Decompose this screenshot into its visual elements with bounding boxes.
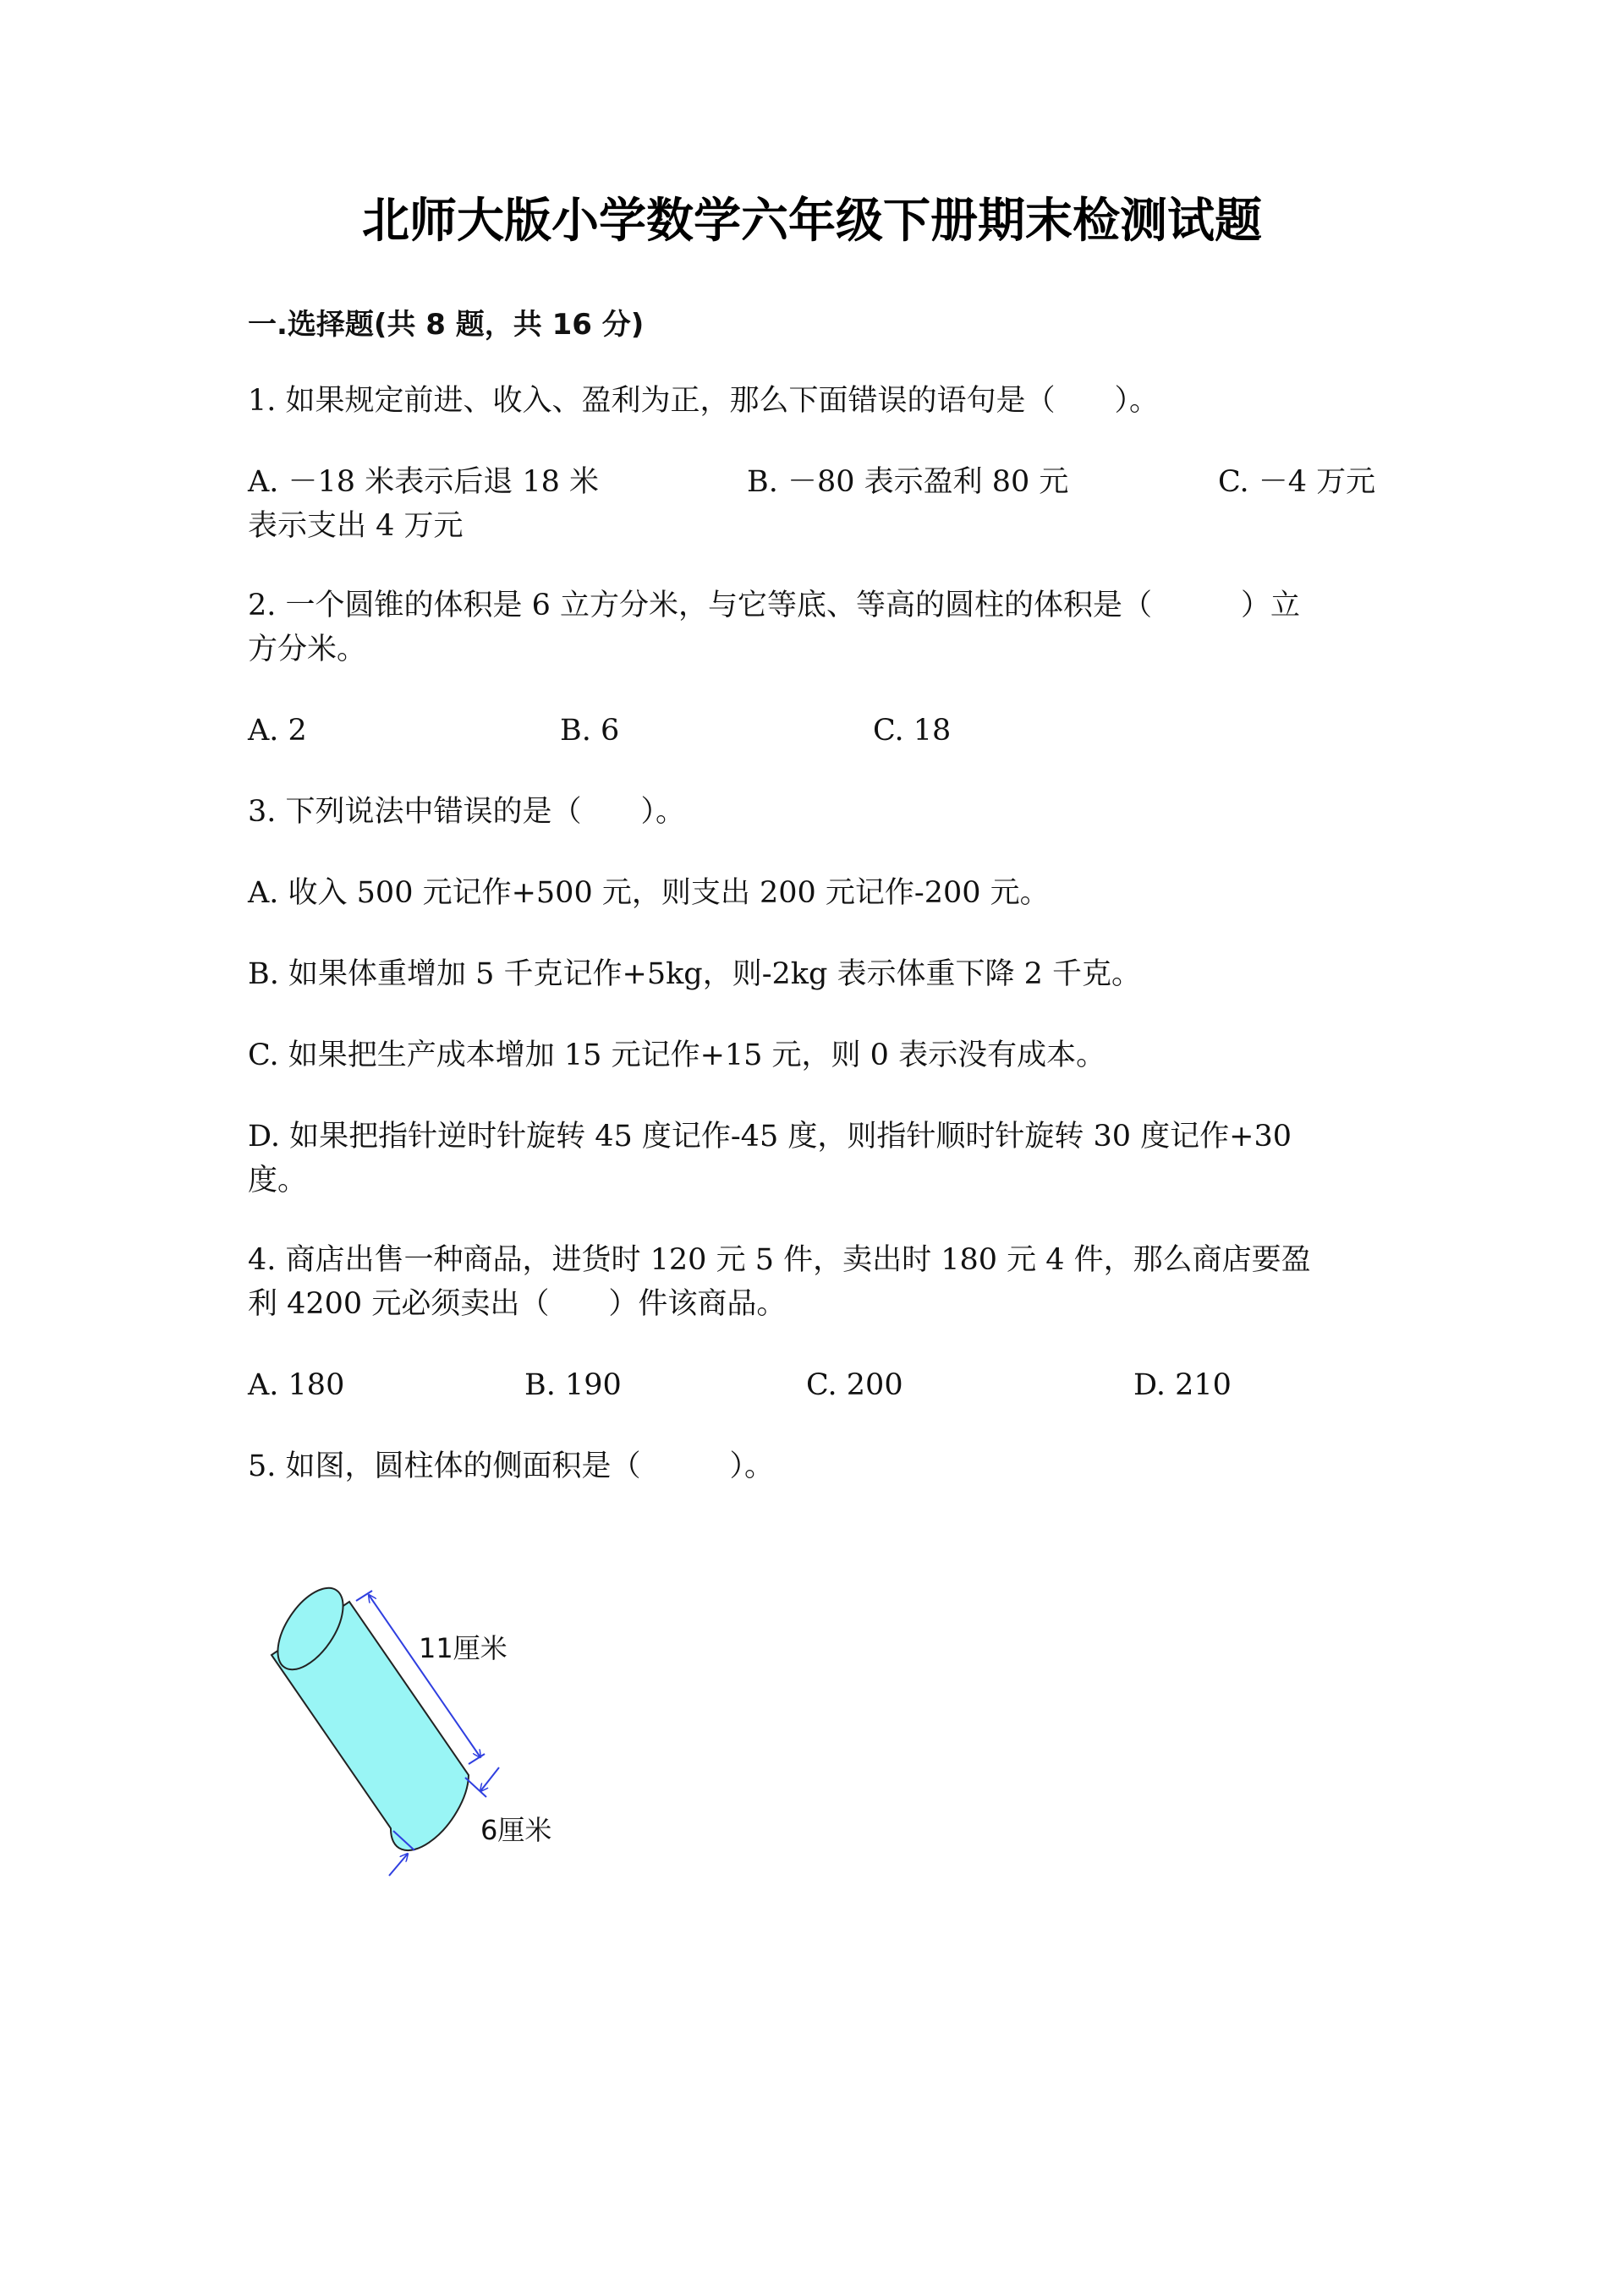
question-1-stem: 1. 如果规定前进、收入、盈利为正，那么下面错误的语句是（ ）。	[248, 384, 1160, 418]
question-4-option-d: D. 210	[1133, 1368, 1232, 1402]
question-4-option-a: A. 180	[248, 1368, 345, 1402]
question-4-option-c: C. 200	[806, 1368, 903, 1402]
question-2-stem-line-2: 方分米。	[248, 633, 367, 666]
question-3-option-d-line-2: 度。	[248, 1164, 308, 1197]
question-2-option-c: C. 18	[873, 714, 952, 748]
question-4-option-b: B. 190	[524, 1368, 622, 1402]
question-2-option-b: B. 6	[560, 714, 620, 748]
question-5-stem: 5. 如图，圆柱体的侧面积是（ ）。	[248, 1449, 775, 1483]
question-2-option-a: A. 2	[248, 714, 307, 748]
page-title: 北师大版小学数学六年级下册期末检测试题	[362, 194, 1262, 249]
question-4-stem-line-2: 利 4200 元必须卖出（ ）件该商品。	[248, 1287, 787, 1321]
section-heading: 一.选择题(共 8 题，共 16 分)	[248, 308, 645, 342]
question-3-option-c: C. 如果把生产成本增加 15 元记作+15 元，则 0 表示没有成本。	[248, 1038, 1106, 1072]
diameter-label: 6厘米	[480, 1814, 552, 1846]
question-3-option-b: B. 如果体重增加 5 千克记作+5kg，则-2kg 表示体重下降 2 千克。	[248, 957, 1142, 991]
question-1-option-c-continued: 表示支出 4 万元	[248, 509, 464, 543]
length-extension-bottom	[469, 1754, 485, 1764]
question-3-stem: 3. 下列说法中错误的是（ ）。	[248, 795, 686, 829]
question-4-stem-line-1: 4. 商店出售一种商品，进货时 120 元 5 件，卖出时 180 元 4 件，那么商店要盈	[248, 1243, 1311, 1277]
length-label: 11厘米	[419, 1632, 508, 1664]
diameter-arrow-right	[480, 1767, 499, 1791]
diameter-arrow-left	[389, 1854, 408, 1876]
question-3-option-a: A. 收入 500 元记作+500 元，则支出 200 元记作-200 元。	[248, 876, 1050, 910]
question-1-option-c: C. －4 万元	[1218, 465, 1376, 499]
question-1-option-a: A. －18 米表示后退 18 米	[248, 465, 599, 499]
cylinder-figure	[245, 1556, 601, 1894]
question-3-option-d-line-1: D. 如果把指针逆时针旋转 45 度记作-45 度，则指针顺时针旋转 30 度记作+30	[248, 1120, 1292, 1153]
question-1-option-b: B. －80 表示盈利 80 元	[747, 465, 1069, 499]
question-2-stem-line-1: 2. 一个圆锥的体积是 6 立方分米，与它等底、等高的圆柱的体积是（ ）立	[248, 589, 1301, 622]
